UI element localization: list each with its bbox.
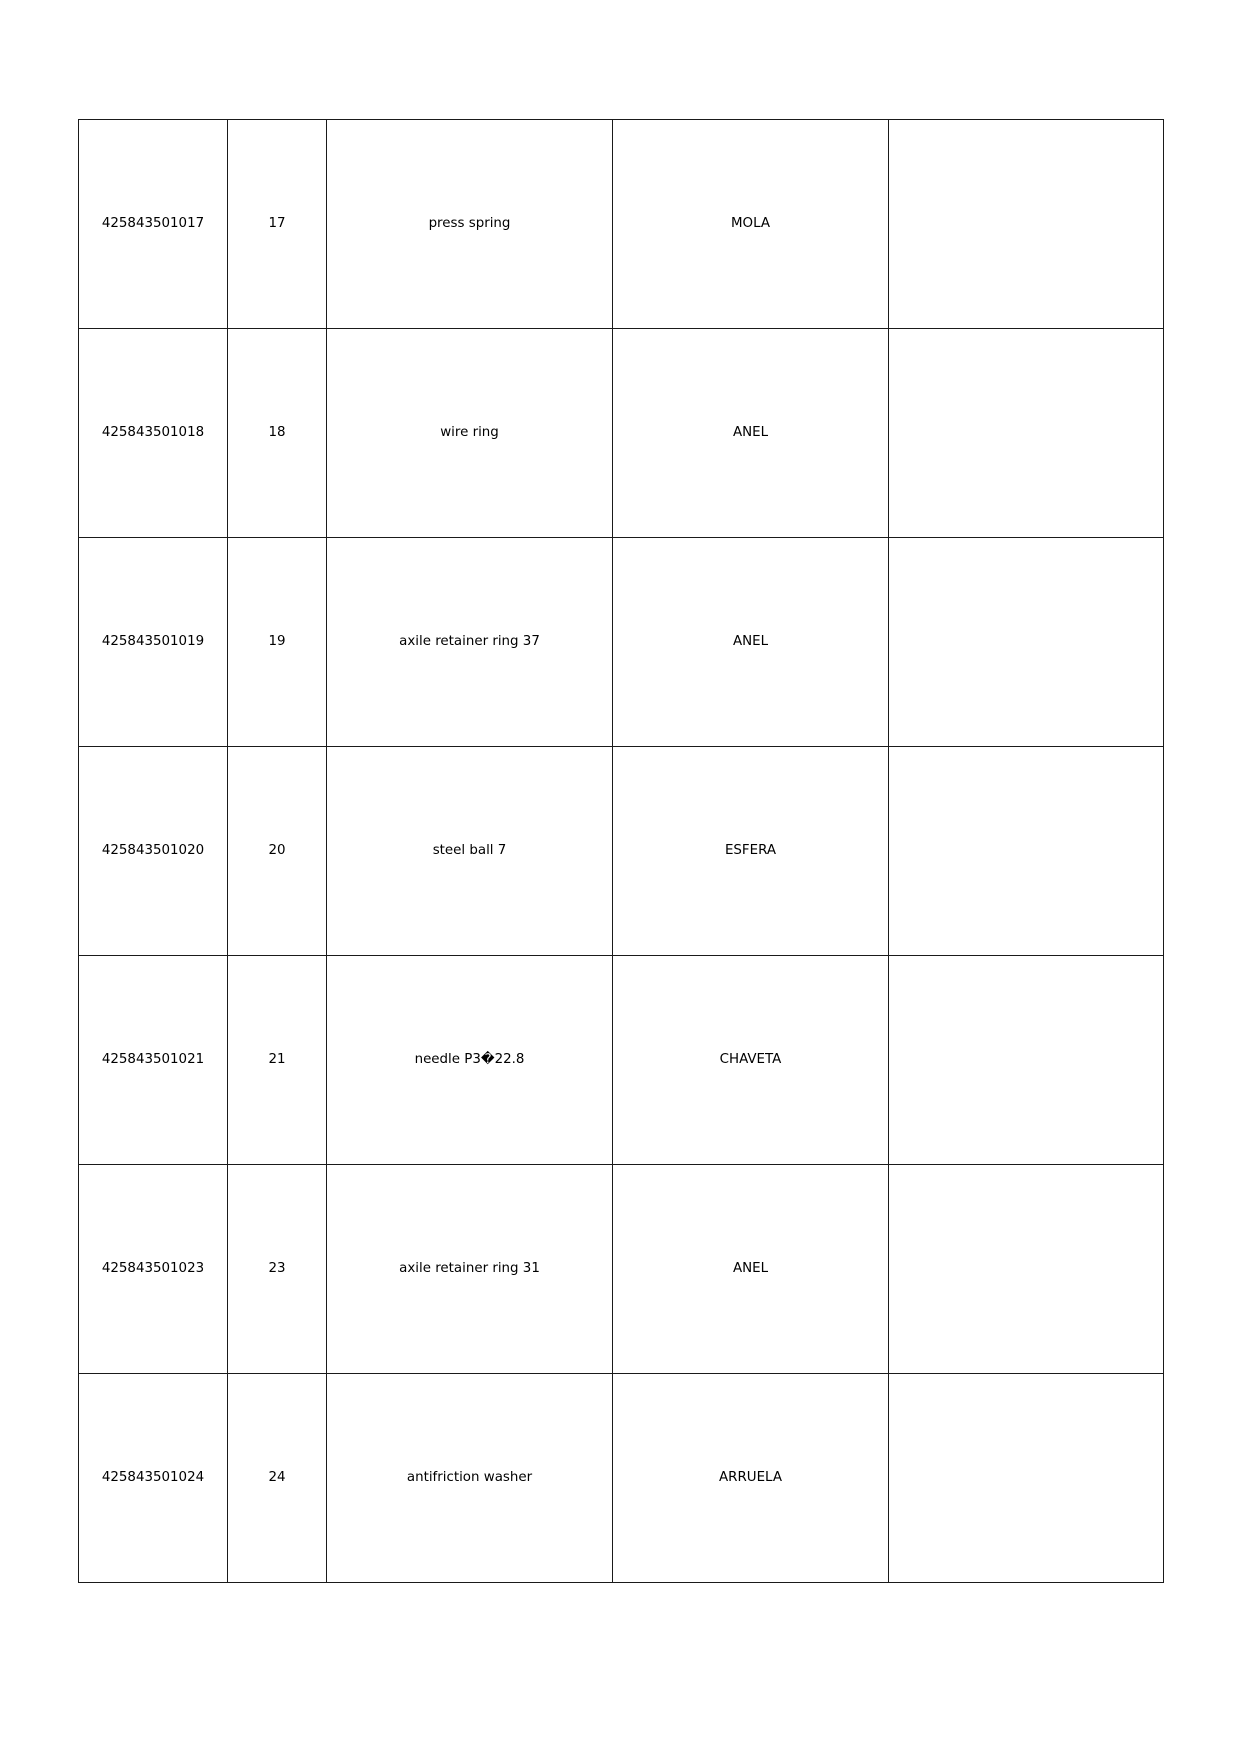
part-number-cell: 425843501021	[79, 956, 228, 1165]
description-en-cell: press spring	[327, 120, 613, 329]
description-en-cell: needle P3�22.8	[327, 956, 613, 1165]
description-pt-cell: MOLA	[613, 120, 889, 329]
notes-cell	[889, 538, 1164, 747]
description-pt-cell: ARRUELA	[613, 1374, 889, 1583]
notes-cell	[889, 329, 1164, 538]
description-pt-cell: CHAVETA	[613, 956, 889, 1165]
position-cell: 18	[228, 329, 327, 538]
part-number-cell: 425843501020	[79, 747, 228, 956]
table-row	[79, 329, 1164, 538]
position-cell: 21	[228, 956, 327, 1165]
table-row	[79, 747, 1164, 956]
description-en-cell: steel ball 7	[327, 747, 613, 956]
description-en-cell: axile retainer ring 31	[327, 1165, 613, 1374]
position-cell: 17	[228, 120, 327, 329]
part-number-cell: 425843501017	[79, 120, 228, 329]
part-number-cell: 425843501019	[79, 538, 228, 747]
position-cell: 24	[228, 1374, 327, 1583]
description-pt-cell: ESFERA	[613, 747, 889, 956]
part-number-cell: 425843501024	[79, 1374, 228, 1583]
position-cell: 19	[228, 538, 327, 747]
table-row	[79, 1374, 1164, 1583]
position-cell: 20	[228, 747, 327, 956]
part-number-cell: 425843501023	[79, 1165, 228, 1374]
table-row	[79, 956, 1164, 1165]
description-pt-cell: ANEL	[613, 538, 889, 747]
notes-cell	[889, 1165, 1164, 1374]
parts-table	[78, 119, 1164, 1583]
table-row	[79, 538, 1164, 747]
notes-cell	[889, 1374, 1164, 1583]
notes-cell	[889, 747, 1164, 956]
table-row	[79, 120, 1164, 329]
description-en-cell: antifriction washer	[327, 1374, 613, 1583]
notes-cell	[889, 956, 1164, 1165]
table-row	[79, 1165, 1164, 1374]
notes-cell	[889, 120, 1164, 329]
description-pt-cell: ANEL	[613, 329, 889, 538]
description-en-cell: axile retainer ring 37	[327, 538, 613, 747]
part-number-cell: 425843501018	[79, 329, 228, 538]
position-cell: 23	[228, 1165, 327, 1374]
description-pt-cell: ANEL	[613, 1165, 889, 1374]
description-en-cell: wire ring	[327, 329, 613, 538]
